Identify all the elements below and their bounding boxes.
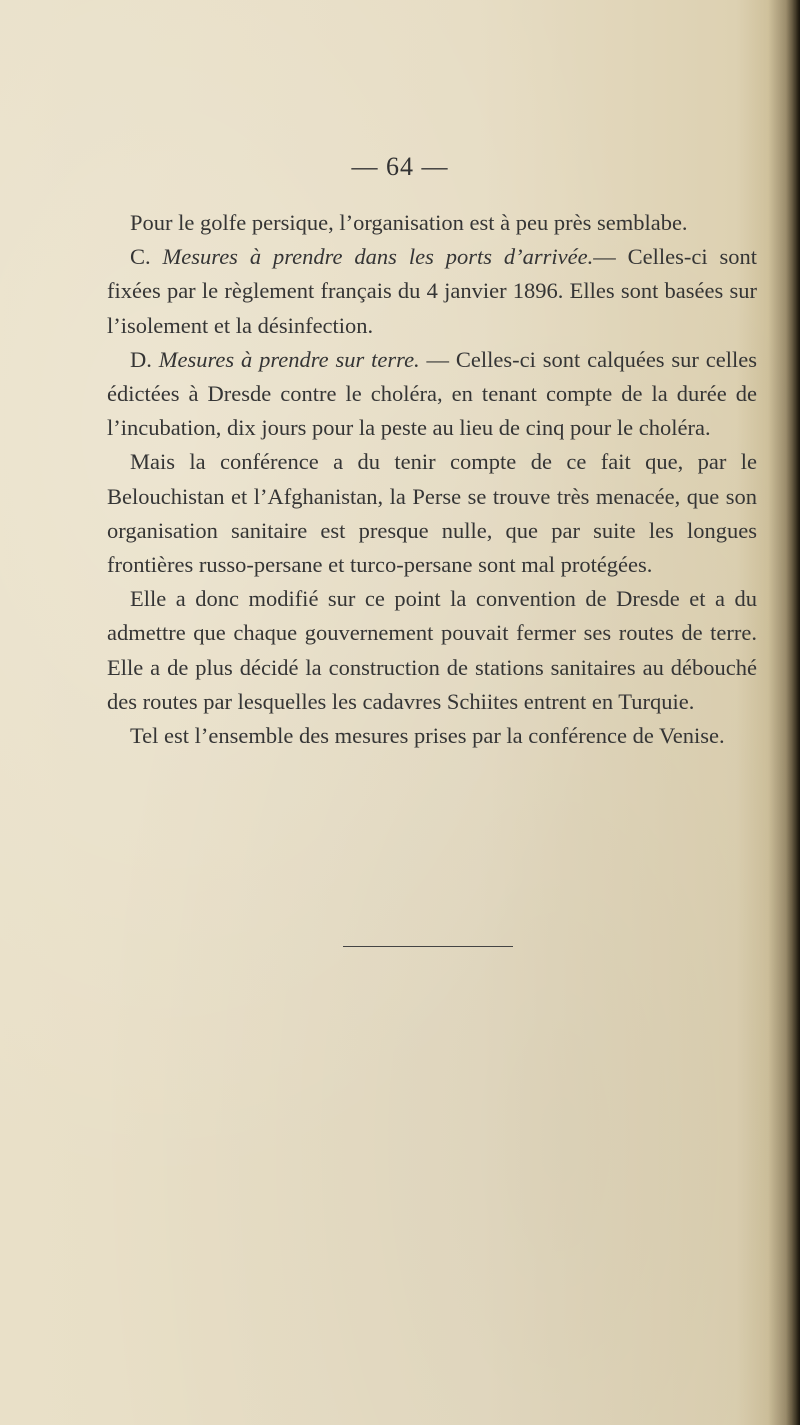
paragraph-label: C. [130,244,163,270]
paragraph-text: Elle a donc modifié sur ce point la convention de Dresde et a du admettre que chaque gouvernement pouvait fermer ses routes de terre. Elle a de plus décidé la construction de stations sanitaires au débouché des routes par lesquelles les cadavres Schiites entrent en Turquie. [107,586,757,714]
paragraph-text: — Celles-ci sont calquées sur celles édictées à Dresde contre le choléra, en tenant compte de la durée de l’incubation, dix jours pour la peste au lieu de cinq pour le choléra. [107,346,757,441]
paragraph [107,206,757,240]
paragraph [107,445,757,582]
paragraph-text: Tel est l’ensemble des mesures prises par la conférence de Venise. [130,723,725,749]
paragraph-text: Mais la conférence a du tenir compte de ce fait que, par le Belouchistan et l’Afghanistan, la Perse se trouve très menacée, que son organisation sanitaire est presque nulle, que par suite les longues frontières russo-persane et turco-persane sont mal protégées. [107,449,757,578]
body-text [107,206,757,753]
paragraph [107,719,757,753]
paragraph-heading: Mesures à prendre sur terre. [158,346,420,372]
paragraph [107,582,757,719]
page-number: — 64 — [351,152,449,181]
paragraph [107,240,757,343]
paragraph [107,343,757,446]
paragraph-label: D. [130,346,159,372]
paragraph-heading: Mesures à prendre dans les ports d’arrivée. [162,244,594,270]
paragraph-text: Pour le golfe persique, l’organisation est à peu près semblabe. [130,210,688,235]
end-rule [343,946,513,947]
paragraph-text: — Celles-ci sont fixées par le règlement français du 4 janvier 1896. Elles sont basées sur l’isolement et la désinfection. [107,244,757,338]
page-edge-shadow [786,0,800,1425]
